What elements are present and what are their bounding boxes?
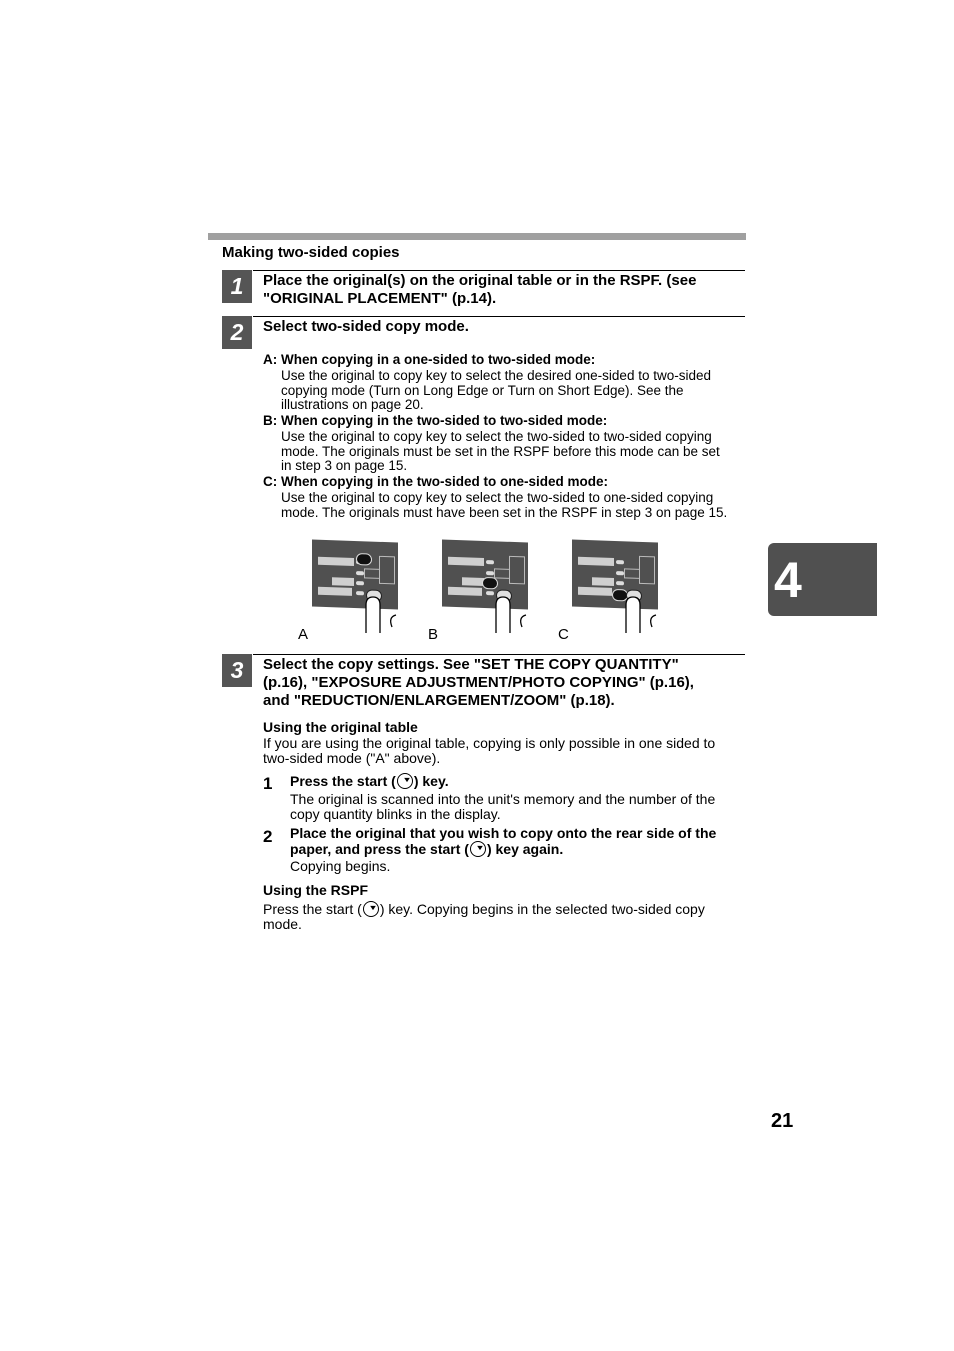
substep-1-heading-pre: Press the start ( xyxy=(290,773,396,789)
substep-2-heading-line xyxy=(290,841,745,857)
section-title: Making two-sided copies xyxy=(222,244,400,261)
step-3-rule xyxy=(253,654,745,655)
step-3-heading-line: and "REDUCTION/ENLARGEMENT/ZOOM" (p.18). xyxy=(263,692,615,709)
step-1-heading-line: "ORIGINAL PLACEMENT" (p.14). xyxy=(263,290,497,307)
mode-a-line: Use the original to copy key to select the desired one-sided to two-sided xyxy=(281,368,711,383)
step-3-heading-line: Select the copy settings. See "SET THE COPY QUANTITY" xyxy=(263,656,679,673)
mode-b-line: Use the original to copy key to select the two-sided to two-sided copying xyxy=(281,429,712,444)
start-key-icon xyxy=(363,901,379,917)
rspf-heading: Using the RSPF xyxy=(263,882,369,898)
step-1-number: 1 xyxy=(222,270,252,303)
finger-press-icon xyxy=(362,593,402,635)
step-1-rule xyxy=(253,270,745,271)
start-key-icon xyxy=(397,773,413,789)
substep-1-body xyxy=(290,792,745,821)
step-1-heading-line: Place the original(s) on the original table or in the RSPF. (see xyxy=(263,272,697,289)
original-table-line: two-sided mode ("A" above). xyxy=(263,749,441,766)
mode-b-line: in step 3 on page 15. xyxy=(281,458,408,473)
mode-c-text xyxy=(281,491,749,520)
step-2-heading: Select two-sided copy mode. xyxy=(263,318,469,335)
step-3-number: 3 xyxy=(222,654,252,687)
step-3-heading-line: (p.16), "EXPOSURE ADJUSTMENT/PHOTO COPYING" (p.16), xyxy=(263,674,694,691)
mode-b-line: mode. The originals must be set in the RSPF before this mode can be set xyxy=(281,443,720,459)
substep-1-heading-post: ) key. xyxy=(413,773,449,789)
mode-c-line: mode. The originals must have been set in the RSPF in step 3 on page 15. xyxy=(281,504,728,520)
mode-a-text xyxy=(281,369,749,413)
substep-2-heading xyxy=(290,826,745,857)
original-table-heading: Using the original table xyxy=(263,719,418,735)
substep-2-body: Copying begins. xyxy=(290,858,391,874)
substep-2-heading-line: Place the original that you wish to copy onto the rear side of the xyxy=(290,825,717,841)
panel-label-c: C xyxy=(558,626,569,643)
section-rule xyxy=(208,233,746,240)
page-number: 21 xyxy=(771,1110,794,1132)
substep-2-heading-post: ) key again. xyxy=(486,841,564,857)
panel-label-b: B xyxy=(428,626,439,643)
mode-b-heading: B: When copying in the two-sided to two-sided mode: xyxy=(263,413,608,428)
step-3-heading xyxy=(263,656,745,710)
original-table-text xyxy=(263,736,745,765)
substep-2-number: 2 xyxy=(263,827,273,846)
mode-a-heading: A: When copying in a one-sided to two-sided mode: xyxy=(263,352,596,367)
rspf-text-post: ) key. Copying begins in the selected two-sided copy mode. xyxy=(263,901,705,932)
step-1-heading xyxy=(263,272,745,308)
step-2-rule xyxy=(253,316,745,317)
substep-1-number: 1 xyxy=(263,774,273,793)
chapter-tab: 4 xyxy=(768,543,877,616)
panel-illustration-b xyxy=(428,541,552,643)
substep-1-body-line: The original is scanned into the unit's memory and the number of the xyxy=(290,791,716,807)
panel-illustration-a xyxy=(298,541,422,643)
rspf-text xyxy=(263,901,745,932)
mode-b-text xyxy=(281,430,749,474)
mode-c-line: Use the original to copy key to select the two-sided to one-sided copying xyxy=(281,490,714,505)
substep-1-heading xyxy=(290,773,745,789)
rspf-text-pre: Press the start ( xyxy=(263,901,362,917)
mode-a-line: copying mode (Turn on Long Edge or Turn on Short Edge). See the xyxy=(281,382,684,398)
start-key-icon xyxy=(470,841,486,857)
substep-1-body-line: copy quantity blinks in the display. xyxy=(290,805,501,822)
mode-c-heading: C: When copying in the two-sided to one-sided mode: xyxy=(263,474,608,489)
substep-2-heading-pre: paper, and press the start ( xyxy=(290,841,469,857)
step-2-number: 2 xyxy=(222,316,252,349)
mode-a-line: illustrations on page 20. xyxy=(281,397,424,412)
finger-press-icon xyxy=(622,593,662,635)
panel-label-a: A xyxy=(298,626,309,643)
original-table-line: If you are using the original table, copying is only possible in one sided to xyxy=(263,735,716,751)
finger-press-icon xyxy=(492,593,532,635)
panel-illustration-c xyxy=(558,541,682,643)
